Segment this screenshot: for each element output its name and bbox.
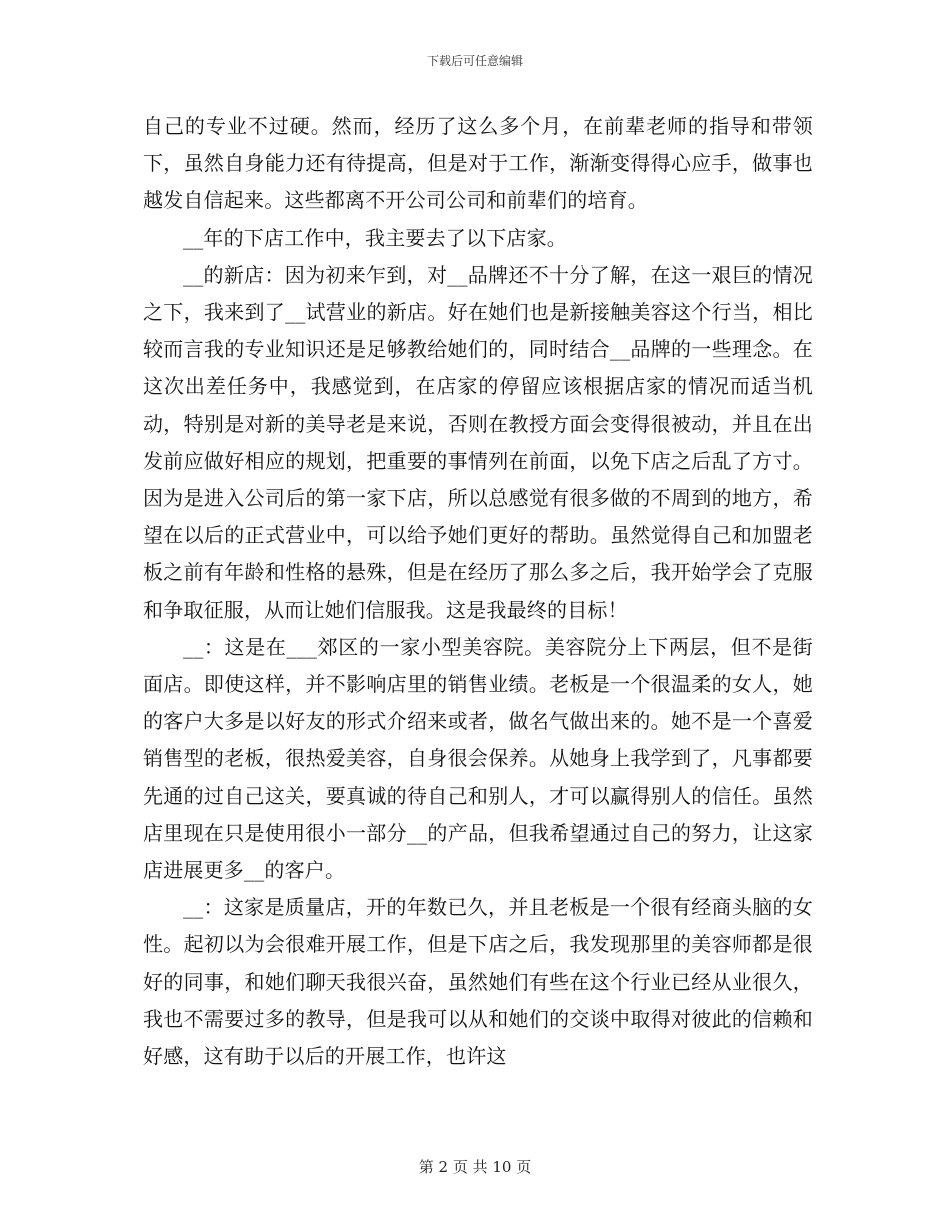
paragraph-new-store: __的新店：因为初来乍到，对__品牌还不十分了解，在这一艰巨的情况之下，我来到了__试营业的新店。好在她们也是新接触美容这个行当，相比较而言我的专业知识还是足够教给她们的，同时结合__品牌的一些理念。在这次出差任务中，我感觉到，在店家的停留应该根据店家的情况而适当机动，特别是对新的美导老是来说，否则在教授方面会变得很被动，并且在出发前应做好相应的规划，把重要的事情列在前面，以免下店之后乱了方寸。因为是进入公司后的第一家下店，所以总感觉有很多做的不周到的地方，希望在以后的正式营业中，可以给予她们更好的帮助。虽然觉得自己和加盟老板之前有年龄和性格的悬殊，但是在经历了那么多之后，我开始学会了克服和争取征服，从而让她们信服我。这是我最终的目标！ (143, 262, 813, 622)
page-header-note: 下载后可任意编辑 (426, 54, 523, 68)
page-number: 第 2 页 共 10 页 (418, 1158, 532, 1176)
paragraph-intro: __年的下店工作中，我主要去了以下店家。 (183, 225, 567, 250)
paragraph-continuation: 自己的专业不过硬。然而，经历了这么多个月，在前辈老师的指导和带领下，虽然自身能力还有待提高，但是对于工作，渐渐变得得心应手，做事也越发自信起来。这些都离不开公司公司和前辈们的培育。 (143, 114, 813, 213)
paragraph-quality-store: __：这家是质量店，开的年数已久，并且老板是一个很有经商头脑的女性。起初以为会很难开展工作，但是下店之后，我发现那里的美容师都是很好的同事，和她们聊天我很兴奋，虽然她们有些在这个行业已经从业很久，我也不需要过多的教导，但是我可以从和她们的交谈中取得对彼此的信赖和好感，这有助于以后的开展工作，也许这 (143, 895, 813, 1069)
document-body (143, 108, 813, 1075)
paragraph-suburban-salon: __：这是在___郊区的一家小型美容院。美容院分上下两层，但不是街面店。即使这样，并不影响店里的销售业绩。老板是一个很温柔的女人，她的客户大多是以好友的形式介绍来或者，做名气做出来的。她不是一个喜爱销售型的老板，很热爱美容，自身很会保养。从她身上我学到了，凡事都要先通的过自己这关，要真诚的待自己和别人，才可以赢得别人的信任。虽然店里现在只是使用很小一部分__的产品，但我希望通过自己的努力，让这家店进展更多__的客户。 (143, 634, 813, 883)
